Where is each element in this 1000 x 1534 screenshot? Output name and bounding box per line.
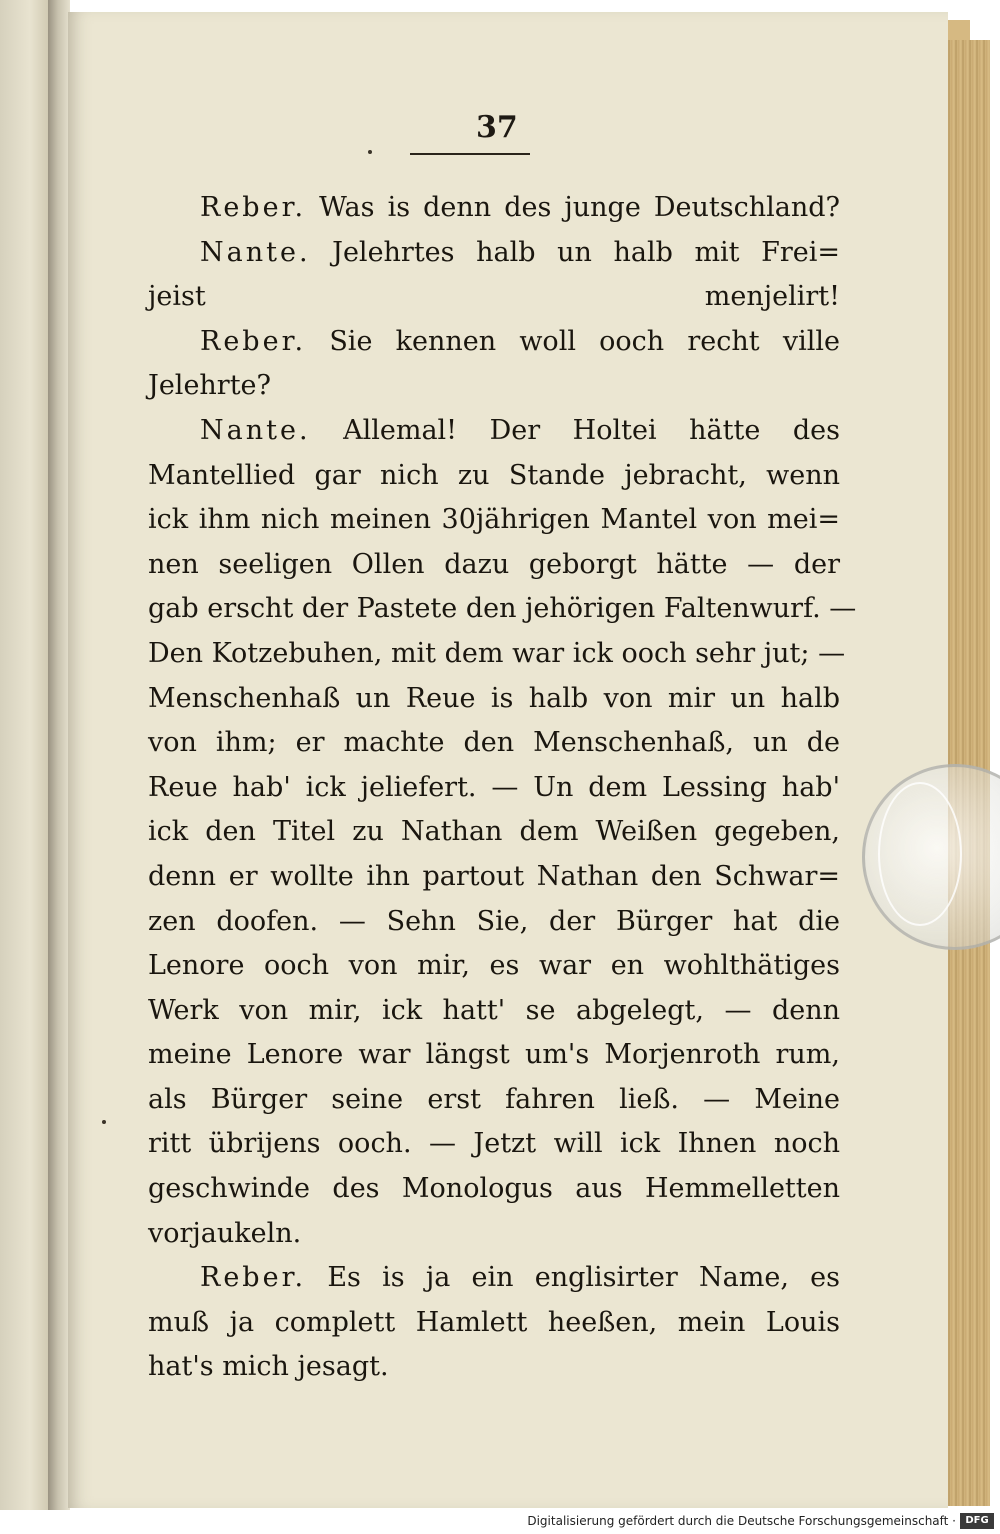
text-line	[148, 721, 840, 766]
text-line	[148, 944, 840, 989]
text-line	[148, 1167, 840, 1212]
text-line	[148, 632, 846, 677]
text-line	[148, 1345, 840, 1390]
dfg-logo: DFG	[960, 1513, 994, 1529]
line-text: geschwinde des Monologus aus Hemmelletten	[148, 1173, 840, 1205]
line-text: hat's mich jesagt.	[148, 1351, 389, 1383]
line-text: vorjaukeln.	[148, 1217, 302, 1249]
text-line	[148, 543, 840, 588]
text-line	[148, 409, 840, 454]
glass-highlight	[878, 782, 962, 926]
line-text: Werk von mir, ick hatt' se abgelegt, — denn	[148, 994, 840, 1026]
text-line	[148, 900, 840, 945]
text-line	[148, 1212, 840, 1257]
line-text: Lenore ooch von mir, es war en wohlthätiges	[148, 950, 840, 982]
text-line	[148, 186, 840, 231]
line-text: zen doofen. — Sehn Sie, der Bürger hat die	[148, 905, 840, 937]
speaker-name: Reber.	[200, 192, 307, 223]
left-page-edge	[0, 0, 50, 1510]
text-line	[148, 855, 840, 900]
print-speck	[368, 150, 372, 154]
line-text: Was is denn des junge Deutschland?	[319, 192, 840, 223]
line-text: muß ja complett Hamlett heeßen, mein Louis	[148, 1306, 840, 1338]
text-line	[148, 454, 840, 499]
line-text: Jelehrte?	[148, 370, 272, 402]
text-line	[148, 1122, 840, 1167]
text-line	[148, 498, 840, 543]
text-line	[148, 1033, 840, 1078]
line-text: ritt übrijens ooch. — Jetzt will ick Ihnen noch	[148, 1128, 840, 1160]
funding-credit: Digitalisierung gefördert durch die Deutsche Forschungsgemeinschaft ·	[527, 1514, 956, 1528]
speaker-name: Nante.	[200, 236, 311, 268]
text-line	[148, 320, 840, 365]
speaker-name: Nante.	[200, 414, 311, 446]
print-speck	[102, 1120, 106, 1124]
line-text: gab erscht der Pastete den jehörigen Faltenwurf. —	[148, 593, 857, 625]
line-text: jeist menjelirt!	[148, 281, 840, 313]
line-text: Den Kotzebuhen, mit dem war ick ooch sehr jut; —	[148, 637, 846, 669]
line-text: Menschenhaß un Reue is halb von mir un halb	[148, 682, 840, 714]
header-rule	[410, 153, 530, 155]
line-text: meine Lenore war längst um's Morjenroth rum,	[148, 1039, 840, 1071]
line-text: von ihm; er machte den Menschenhaß, un de	[148, 727, 840, 759]
line-text: ick ihm nich meinen 30jährigen Mantel von mei=	[148, 504, 840, 536]
text-line	[148, 1301, 840, 1346]
text-line	[148, 1078, 840, 1123]
text-line	[148, 989, 840, 1034]
line-text: Mantellied gar nich zu Stande jebracht, wenn	[148, 459, 840, 491]
text-line	[148, 364, 840, 409]
text-line	[148, 766, 840, 811]
line-text: Es is ja ein englisirter Name, es	[327, 1262, 840, 1294]
text-line	[148, 810, 840, 855]
line-text: Allemal! Der Holtei hätte des	[343, 414, 840, 446]
speaker-name: Reber.	[200, 325, 307, 357]
page-text	[148, 186, 857, 1390]
footer-bar	[0, 1510, 1000, 1534]
page-number: 37	[476, 110, 518, 145]
text-line	[148, 275, 840, 320]
line-text: denn er wollte ihn partout Nathan den Schwar=	[148, 860, 840, 892]
line-text: nen seeligen Ollen dazu geborgt hätte — der	[148, 548, 840, 580]
speaker-name: Reber.	[200, 1262, 307, 1294]
line-text: als Bürger seine erst fahren ließ. — Meine	[148, 1083, 840, 1115]
line-text: Jelehrtes halb un halb mit Frei=	[332, 236, 840, 268]
text-line	[148, 677, 840, 722]
line-text: ick den Titel zu Nathan dem Weißen gegeben,	[148, 816, 840, 848]
book-gutter	[48, 0, 70, 1510]
text-line	[148, 1256, 840, 1301]
line-text: Sie kennen woll ooch recht ville	[329, 325, 840, 357]
text-line	[148, 587, 857, 632]
text-line	[148, 231, 840, 276]
line-text: Reue hab' ick jeliefert. — Un dem Lessing hab'	[148, 771, 840, 803]
